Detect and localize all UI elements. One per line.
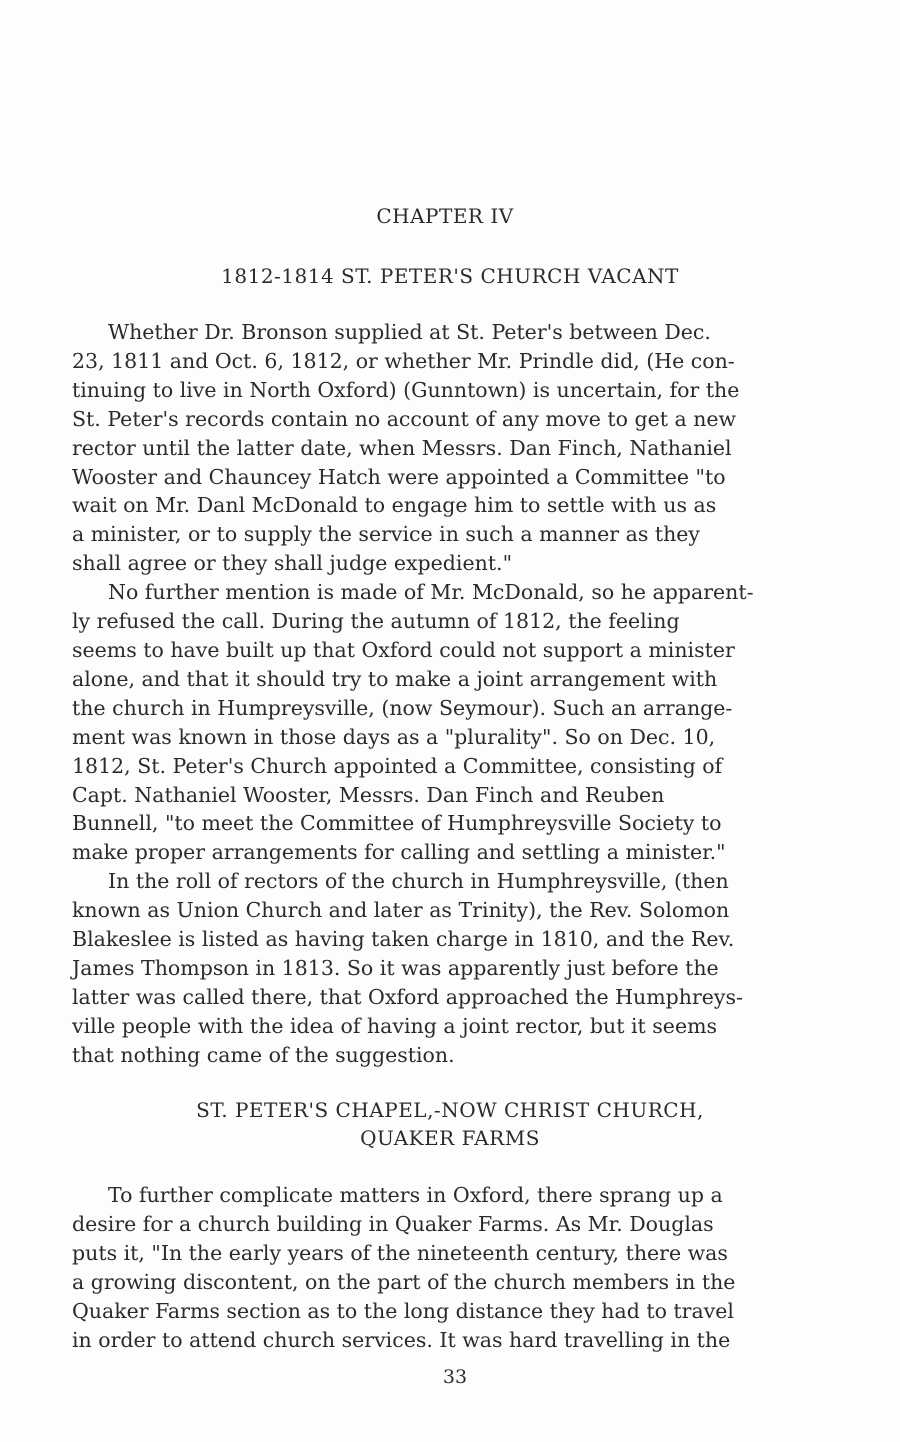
text-line: No further mention is made of Mr. McDonald, so he apparent- <box>108 580 754 605</box>
text-line: tinuing to live in North Oxford) (Gunntown) is uncertain, for the <box>72 377 740 402</box>
text-line: latter was called there, that Oxford approached the Humphreys- <box>72 984 743 1009</box>
text-line: seems to have built up that Oxford could not support a minister <box>72 637 735 662</box>
text-line: Quaker Farms section as to the long distance they had to travel <box>72 1298 734 1323</box>
text-line: shall agree or they shall judge expedient." <box>72 551 512 576</box>
text-line: ly refused the call. During the autumn of 1812, the feeling <box>72 609 680 634</box>
text-line: the church in Humpreysville, (now Seymour). Such an arrange- <box>72 695 733 720</box>
text-line: In the roll of rectors of the church in Humphreysville, (then <box>108 869 729 894</box>
text-line: ville people with the idea of having a joint rector, but it seems <box>72 1013 718 1038</box>
text-line: St. Peter's records contain no account of any move to get a new <box>72 406 737 431</box>
text-line: desire for a church building in Quaker Farms. As Mr. Douglas <box>72 1211 714 1236</box>
text-line: in order to attend church services. It was hard travelling in the <box>72 1327 731 1352</box>
text-line: 23, 1811 and Oct. 6, 1812, or whether Mr. Prindle did, (He con- <box>72 348 735 373</box>
subsection-title-line-2: QUAKER FARMS <box>360 1126 540 1150</box>
text-line: rector until the latter date, when Messrs. Dan Finch, Nathaniel <box>72 435 732 460</box>
text-line: a minister, or to supply the service in such a manner as they <box>72 522 701 547</box>
paragraph <box>72 1181 872 1354</box>
text-line: ment was known in those days as a "plurality". So on Dec. 10, <box>72 724 716 749</box>
paragraph <box>72 318 872 578</box>
text-line: that nothing came of the suggestion. <box>72 1042 455 1067</box>
text-line: Wooster and Chauncey Hatch were appointed a Committee "to <box>72 464 726 489</box>
subsection-title <box>0 1096 900 1152</box>
text-line: known as Union Church and later as Trinity), the Rev. Solomon <box>72 898 730 923</box>
text-line: To further complicate matters in Oxford, there sprang up a <box>108 1183 723 1207</box>
text-line: alone, and that it should try to make a joint arrangement with <box>72 666 718 691</box>
text-line: wait on Mr. Danl McDonald to engage him to settle with us as <box>72 493 717 518</box>
text-line: Blakeslee is listed as having taken charge in 1810, and the Rev. <box>72 927 735 952</box>
body-text-section-1 <box>72 318 872 1070</box>
text-line: Bunnell, "to meet the Committee of Humphreysville Society to <box>72 811 722 836</box>
paragraph <box>72 578 872 867</box>
text-line: Whether Dr. Bronson supplied at St. Peter's between Dec. <box>108 320 711 344</box>
paragraph <box>72 867 872 1069</box>
text-line: make proper arrangements for calling and settling a minister." <box>72 840 726 865</box>
chapter-title: CHAPTER IV <box>376 204 514 228</box>
body-text-section-2 <box>72 1181 872 1354</box>
text-line: Capt. Nathaniel Wooster, Messrs. Dan Finch and Reuben <box>72 782 665 807</box>
text-line: puts it, "In the early years of the nineteenth century, there was <box>72 1240 728 1265</box>
section-title: 1812-1814 ST. PETER'S CHURCH VACANT <box>221 264 679 288</box>
text-line: James Thompson in 1813. So it was apparently just before the <box>72 955 719 980</box>
subsection-title-line-1: ST. PETER'S CHAPEL,-NOW CHRIST CHURCH, <box>196 1098 704 1122</box>
page-number: 33 <box>442 1366 468 1388</box>
text-line: a growing discontent, on the part of the church members in the <box>72 1269 736 1294</box>
text-line: 1812, St. Peter's Church appointed a Committee, consisting of <box>72 753 723 778</box>
